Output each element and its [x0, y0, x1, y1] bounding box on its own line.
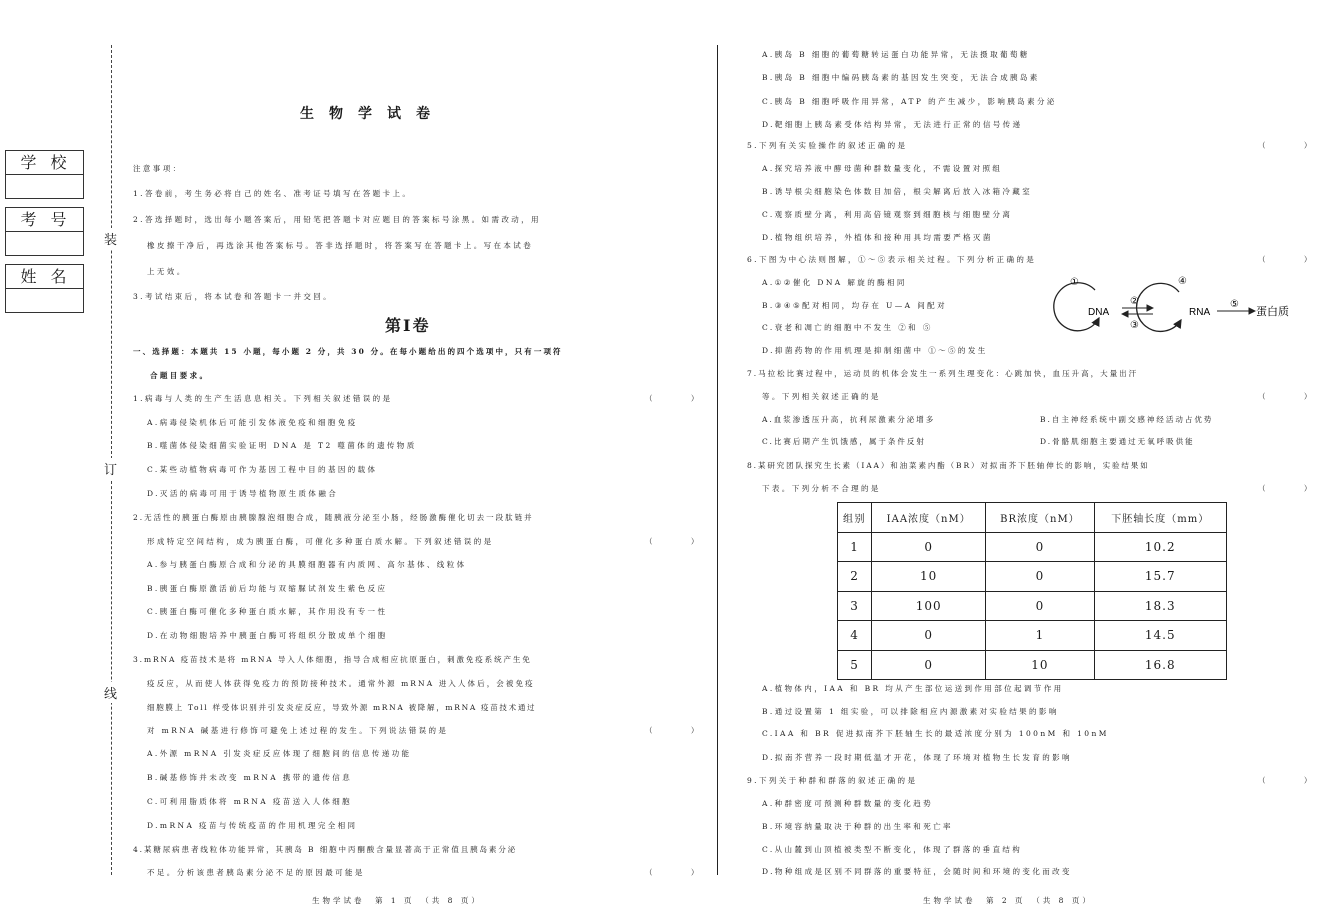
q2-stem: 2.无活性的胰蛋白酶原由胰腺腺泡细胞合成，随胰液分泌至小肠，经肠激酶催化切去一段肽链并 — [133, 513, 534, 522]
q9-option-d: D.物种组成是区别不同群落的重要特征，会随时间和环境的变化而改变 — [762, 867, 1072, 876]
q8-stem: 8.某研究团队探究生长素（IAA）和油菜素内酯（BR）对拟南芥下胚轴伸长的影响，实验结果如 — [747, 461, 1150, 470]
q8-option-a: A.植物体内，IAA 和 BR 均从产生部位运送到作用部位起调节作用 — [762, 684, 1064, 693]
q8-answer-paren: （ ） — [1258, 484, 1330, 493]
cell-br: 0 — [986, 591, 1094, 621]
school-box — [5, 150, 84, 199]
cell-length: 10.2 — [1094, 532, 1226, 562]
q1-option-c: C.某些动植物病毒可作为基因工程中目的基因的载体 — [147, 465, 378, 474]
process-4-label: ④ — [1178, 276, 1187, 287]
number-box — [5, 207, 84, 256]
table-row — [838, 562, 1227, 592]
q3-option-d: D.mRNA 疫苗与传统疫苗的作用机理完全相同 — [147, 821, 358, 830]
notice-item-2-end: 上无效。 — [147, 267, 187, 276]
q7-stem-cont: 等。下列相关叙述正确的是 — [762, 392, 881, 401]
q5-option-c: C.观察质壁分离，利用高倍镜观察到细胞核与细胞壁分离 — [762, 210, 1013, 219]
notice-item-2: 2.答选择题时，选出每小题答案后，用铅笔把答题卡对应题目的答案标号涂黑。如需改动，用 — [133, 215, 541, 224]
q5-answer-paren: （ ） — [1258, 141, 1330, 150]
header-length: 下胚轴长度（mm） — [1094, 503, 1226, 533]
q4-option-b: B.胰岛 B 细胞中编码胰岛素的基因发生突变，无法合成胰岛素 — [762, 73, 1040, 82]
notice-item-3: 3.考试结束后，将本试卷和答题卡一并交回。 — [133, 292, 334, 301]
rna-label: RNA — [1189, 307, 1211, 318]
paper-title: 生物学试卷 — [300, 106, 445, 122]
q5-option-d: D.植物组织培养，外植体和接种用具均需要严格灭菌 — [762, 233, 993, 242]
q2-option-b: B.胰蛋白酶原激活前后均能与双缩脲试剂发生紫色反应 — [147, 584, 388, 593]
q6-stem: 6.下图为中心法则图解，①～⑤表示相关过程。下列分析正确的是 — [747, 255, 1037, 264]
binding-char-2: 订 — [104, 458, 117, 479]
q2-answer-paren: （ ） — [645, 537, 717, 546]
cell-length: 18.3 — [1094, 591, 1226, 621]
cell-group: 5 — [838, 650, 872, 680]
cell-br: 0 — [986, 532, 1094, 562]
cell-group: 4 — [838, 621, 872, 651]
q1-answer-paren: （ ） — [645, 394, 717, 403]
results-table — [837, 502, 1227, 680]
cell-length: 16.8 — [1094, 650, 1226, 680]
q3-stem: 3.mRNA 疫苗技术是将 mRNA 导入人体细胞，指导合成相应抗原蛋白，刺激免疫系统产生免 — [133, 655, 532, 664]
cell-iaa: 0 — [872, 621, 986, 651]
q8-option-c: C.IAA 和 BR 促进拟南芥下胚轴生长的最适浓度分别为 100nM 和 10nM — [762, 729, 1109, 738]
notice-item-2-cont: 橡皮擦干净后，再选涂其他答案标号。答非选择题时，将答案写在答题卡上。写在本试卷 — [147, 241, 534, 250]
q5-option-a: A.探究培养液中酵母菌种群数量变化，不需设置对照组 — [762, 164, 1003, 173]
cell-group: 2 — [838, 562, 872, 592]
header-br: BR浓度（nM） — [986, 503, 1094, 533]
cell-br: 1 — [986, 621, 1094, 651]
q2-option-c: C.胰蛋白酶可催化多种蛋白质水解，其作用没有专一性 — [147, 607, 388, 616]
q4-answer-paren: （ ） — [645, 868, 717, 877]
q3-option-b: B.碱基修饰并未改变 mRNA 携带的遗传信息 — [147, 773, 353, 782]
q3-option-a: A.外源 mRNA 引发炎症反应体现了细胞间的信息传递功能 — [147, 749, 412, 758]
table-row — [838, 621, 1227, 651]
q6-answer-paren: （ ） — [1258, 255, 1330, 264]
q2-option-a: A.参与胰蛋白酶原合成和分泌的具膜细胞器有内质网、高尔基体、线粒体 — [147, 560, 467, 569]
q7-option-b: B.自主神经系统中副交感神经活动占优势 — [1040, 415, 1214, 424]
q3-option-c: C.可利用脂质体将 mRNA 疫苗送入人体细胞 — [147, 797, 353, 806]
process-3-label: ③ — [1130, 320, 1139, 331]
q9-option-a: A.种群密度可预测种群数量的变化趋势 — [762, 799, 933, 808]
q4-stem-cont: 不足。分析该患者胰岛素分泌不足的原因最可能是 — [147, 868, 365, 877]
q9-stem: 9.下列关于种群和群落的叙述正确的是 — [747, 776, 918, 785]
q8-option-d: D.拟南芥营养一段时期低温才开花，体现了环境对植物生长发育的影响 — [762, 753, 1072, 762]
cell-iaa: 0 — [872, 532, 986, 562]
section-title: 第Ⅰ卷 — [385, 316, 431, 335]
q2-stem-cont: 形成特定空间结构，成为胰蛋白酶，可催化多种蛋白质水解。下列叙述错误的是 — [147, 537, 494, 546]
q9-option-b: B.环境容纳量取决于种群的出生率和死亡率 — [762, 822, 953, 831]
number-label: 考号 — [6, 208, 83, 232]
q4-option-c: C.胰岛 B 细胞呼吸作用异常，ATP 的产生减少，影响胰岛素分泌 — [762, 97, 1057, 106]
q3-stem-cont1: 疫反应，从而使人体获得免疫力的预防接种技术。通常外源 mRNA 进入人体后，会被免疫 — [147, 679, 535, 688]
process-1-label: ① — [1070, 277, 1079, 288]
footer-left: 生物学试卷 第 1 页 （共 8 页） — [312, 896, 482, 905]
q6-option-c: C.衰老和凋亡的细胞中不发生 ②和 ⑤ — [762, 323, 933, 332]
page-divider — [717, 45, 718, 875]
table-row — [838, 532, 1227, 562]
school-label: 学校 — [6, 151, 83, 175]
number-field[interactable] — [6, 232, 83, 255]
central-dogma-diagram — [1047, 270, 1305, 340]
q3-stem-cont2: 细胞膜上 Toll 样受体识别并引发炎症反应，导致外源 mRNA 被降解，mRNA 疫苗技术通过 — [147, 703, 537, 712]
section-intro-cont: 合题目要求。 — [150, 371, 210, 380]
name-field[interactable] — [6, 289, 83, 312]
binding-char-1: 装 — [104, 228, 117, 249]
protein-label: 蛋白质 — [1256, 305, 1289, 318]
q1-stem: 1.病毒与人类的生产生活息息相关。下列相关叙述错误的是 — [133, 394, 393, 403]
q4-option-d: D.靶细胞上胰岛素受体结构异常，无法进行正常的信号传递 — [762, 120, 1023, 129]
q9-option-c: C.从山麓到山顶植被类型不断变化，体现了群落的垂直结构 — [762, 845, 1023, 854]
q7-option-d: D.骨骼肌细胞主要通过无氧呼吸供能 — [1040, 437, 1195, 446]
q3-stem-cont3: 对 mRNA 碱基进行修饰可避免上述过程的发生。下列说法错误的是 — [147, 726, 449, 735]
q2-option-d: D.在动物细胞培养中胰蛋白酶可将组织分散成单个细胞 — [147, 631, 388, 640]
section-intro: 一、选择题：本题共 15 小题，每小题 2 分，共 30 分。在每小题给出的四个选项中，只有一项符 — [133, 347, 563, 356]
cell-iaa: 10 — [872, 562, 986, 592]
binding-char-3: 线 — [104, 682, 117, 703]
q9-answer-paren: （ ） — [1258, 776, 1330, 785]
q5-option-b: B.诱导根尖细胞染色体数目加倍，根尖解离后放入冰箱冷藏室 — [762, 187, 1033, 196]
q7-stem: 7.马拉松比赛过程中，运动员的机体会发生一系列生理变化：心跳加快，血压升高，大量出汗 — [747, 369, 1139, 378]
q7-option-a: A.血浆渗透压升高，抗利尿激素分泌增多 — [762, 415, 936, 424]
table-row — [838, 591, 1227, 621]
notice-heading: 注意事项： — [133, 164, 183, 173]
table-row — [838, 650, 1227, 680]
cell-group: 1 — [838, 532, 872, 562]
q5-stem: 5.下列有关实验操作的叙述正确的是 — [747, 141, 908, 150]
q3-answer-paren: （ ） — [645, 726, 717, 735]
q6-option-b: B.③④⑤配对相同，均存在 U—A 间配对 — [762, 301, 947, 310]
q7-answer-paren: （ ） — [1258, 392, 1330, 401]
q1-option-d: D.灭活的病毒可用于诱导植物原生质体融合 — [147, 489, 339, 498]
dna-label: DNA — [1088, 307, 1110, 318]
q1-option-a: A.病毒侵染机体后可能引发体液免疫和细胞免疫 — [147, 418, 358, 427]
q6-option-d: D.抑菌药物的作用机理是抑制细菌中 ①～⑤的发生 — [762, 346, 988, 355]
name-label: 姓名 — [6, 265, 83, 289]
q7-option-c: C.比赛后期产生饥饿感，属于条件反射 — [762, 437, 926, 446]
cell-group: 3 — [838, 591, 872, 621]
q8-stem-cont: 下表。下列分析不合理的是 — [762, 484, 881, 493]
cell-length: 14.5 — [1094, 621, 1226, 651]
process-2-label: ② — [1130, 296, 1139, 307]
name-box — [5, 264, 84, 313]
cell-length: 15.7 — [1094, 562, 1226, 592]
rna-replication-arc — [1137, 283, 1181, 331]
footer-right: 生物学试卷 第 2 页 （共 8 页） — [923, 896, 1093, 905]
school-field[interactable] — [6, 175, 83, 198]
cell-iaa: 100 — [872, 591, 986, 621]
cell-br: 10 — [986, 650, 1094, 680]
header-group: 组别 — [838, 503, 872, 533]
q6-option-a: A.①②催化 DNA 解旋的酶相同 — [762, 278, 907, 287]
cell-iaa: 0 — [872, 650, 986, 680]
table-header-row — [838, 503, 1227, 533]
cell-br: 0 — [986, 562, 1094, 592]
notice-item-1: 1.答卷前，考生务必将自己的姓名、准考证号填写在答题卡上。 — [133, 189, 413, 198]
q4-stem: 4.某糖尿病患者线粒体功能异常，其胰岛 B 细胞中丙酮酸含量显著高于正常值且胰岛素分泌 — [133, 845, 518, 854]
q4-option-a: A.胰岛 B 细胞的葡萄糖转运蛋白功能异常，无法摄取葡萄糖 — [762, 50, 1030, 59]
q1-option-b: B.噬菌体侵染细菌实验证明 DNA 是 T2 噬菌体的遗传物质 — [147, 441, 417, 450]
process-5-label: ⑤ — [1230, 299, 1239, 310]
q8-option-b: B.通过设置第 1 组实验，可以排除相应内源激素对实验结果的影响 — [762, 707, 1059, 716]
header-iaa: IAA浓度（nM） — [872, 503, 986, 533]
